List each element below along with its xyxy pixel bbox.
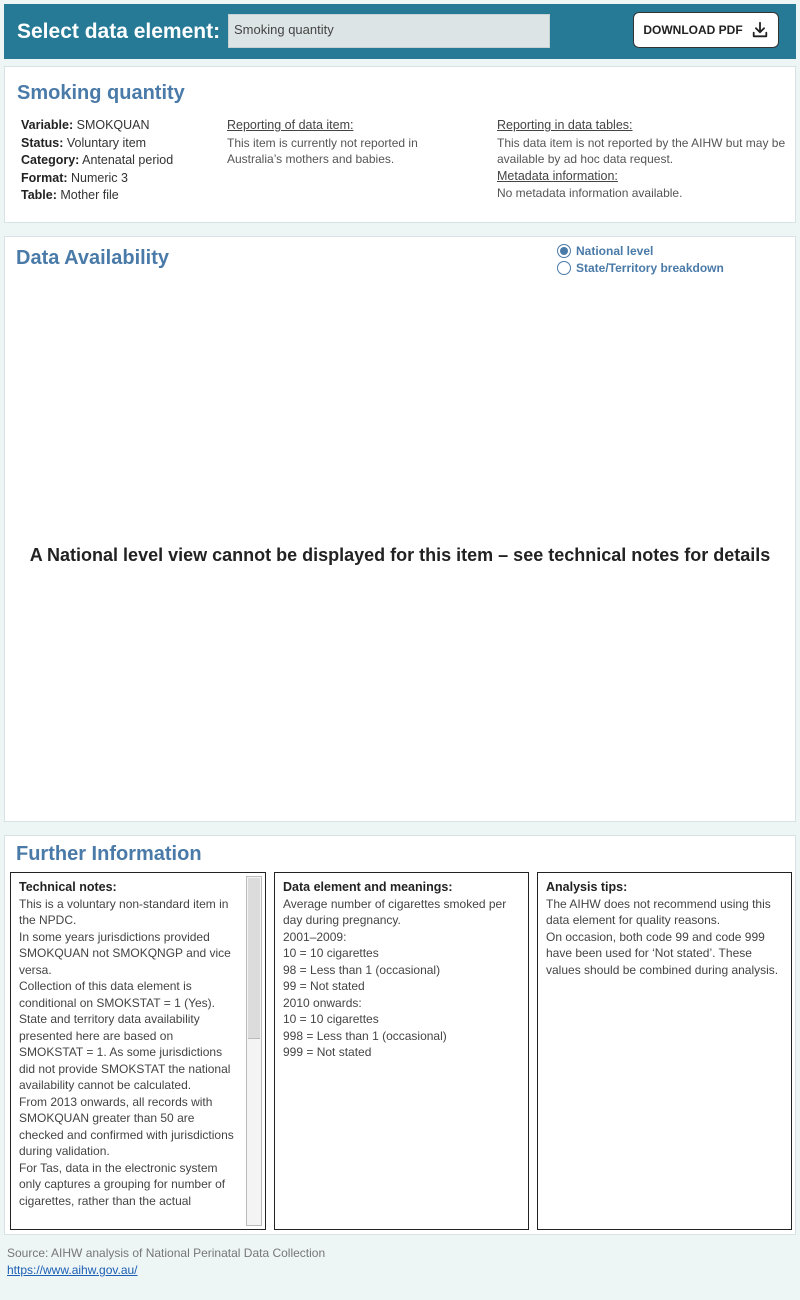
reporting-tables-text: This data item is not reported by the AIHW but may be available by ad hoc data request. — [497, 135, 786, 166]
download-pdf-button[interactable] — [633, 12, 779, 48]
aihw-link[interactable]: https://www.aihw.gov.au/ — [7, 1263, 138, 1277]
analysis-tips-title: Analysis tips: — [546, 880, 628, 894]
further-information-panel — [4, 835, 796, 1235]
data-meanings-box — [274, 872, 529, 1230]
analysis-tip-line: On occasion, both code 99 and code 999 have been used for ‘Not stated’. These values should be combined during analysis. — [546, 929, 779, 977]
technical-note-line: This is a voluntary non-standard item in the NPDC. — [19, 896, 229, 927]
meaning-line: 98 = Less than 1 (occasional) — [283, 962, 441, 977]
analysis-tips-box — [537, 872, 792, 1230]
radio-selected-icon — [557, 244, 571, 258]
reporting-tables-heading: Reporting in data tables: — [497, 118, 633, 132]
view-level-radio-group — [557, 242, 724, 276]
download-icon — [751, 21, 769, 39]
source-note: Source: AIHW analysis of National Perinatal Data Collection — [7, 1246, 326, 1260]
data-availability-panel — [4, 236, 796, 822]
technical-note-line: For Tas, data in the electronic system only captures a grouping for number of cigarettes, rather than the actual — [19, 1160, 226, 1208]
table-row: Table: Mother file — [21, 188, 119, 202]
technical-note-line: In some years jurisdictions provided SMOKQUAN not SMOKQNGP and vice versa. — [19, 929, 231, 977]
technical-notes-box[interactable] — [10, 872, 266, 1230]
reporting-item-text: This item is currently not reported in Australia’s mothers and babies. — [227, 135, 418, 166]
reporting-item-heading: Reporting of data item: — [227, 118, 354, 132]
availability-title: Data Availability — [16, 247, 170, 269]
meanings-title: Data element and meanings: — [283, 880, 453, 894]
radio-national-label: National level — [576, 243, 654, 258]
availability-message: A National level view cannot be displayed for this item – see technical notes for details — [29, 545, 771, 565]
technical-note-line: Collection of this data element is conditional on SMOKSTAT = 1 (Yes). State and territory data availability presented here are based on SMOKSTAT = 1. As some jurisdictions did not provide SMOKSTAT the national availability cannot be calculated. — [19, 979, 231, 1092]
radio-state-label: State/Territory breakdown — [576, 260, 724, 275]
meaning-line: 998 = Less than 1 (occasional) — [283, 1028, 447, 1043]
reporting-item-section — [227, 117, 457, 168]
variable-row: Variable: SMOKQUAN — [21, 118, 150, 132]
meaning-line: 2010 onwards: — [283, 995, 362, 1010]
technical-note-line: From 2013 onwards, all records with SMOKQUAN greater than 50 are checked and confirmed with jurisdictions during validation. — [19, 1094, 234, 1158]
technical-notes-scrollbar[interactable] — [246, 876, 262, 1226]
format-row: Format: Numeric 3 — [21, 170, 128, 185]
category-row: Category: Antenatal period — [21, 153, 174, 167]
meaning-line: Average number of cigarettes smoked per day during pregnancy. — [283, 896, 507, 927]
meaning-line: 2001–2009: — [283, 929, 347, 944]
data-element-info-panel — [4, 66, 796, 223]
meaning-line: 10 = 10 cigarettes — [283, 1012, 379, 1026]
radio-unselected-icon — [557, 261, 571, 275]
header-bar — [4, 4, 796, 59]
data-element-select[interactable]: Smoking quantity — [228, 14, 550, 48]
select-label: Select data element: — [17, 20, 221, 43]
meaning-line: 10 = 10 cigarettes — [283, 946, 379, 960]
reporting-tables-section — [497, 117, 789, 202]
metadata-text: No metadata information available. — [497, 186, 683, 200]
metadata-heading: Metadata information: — [497, 168, 618, 183]
further-info-title: Further Information — [16, 843, 202, 865]
element-attributes — [21, 117, 173, 205]
radio-national-level[interactable] — [557, 242, 724, 259]
meaning-line: 99 = Not stated — [283, 979, 365, 993]
scrollbar-thumb[interactable] — [248, 878, 260, 1039]
element-title: Smoking quantity — [17, 82, 185, 104]
meaning-line: 999 = Not stated — [283, 1045, 372, 1059]
analysis-tip-line: The AIHW does not recommend using this data element for quality reasons. — [546, 896, 771, 927]
radio-state-breakdown[interactable] — [557, 259, 724, 276]
status-row: Status: Voluntary item — [21, 135, 147, 150]
technical-notes-title: Technical notes: — [19, 880, 117, 894]
download-pdf-label: DOWNLOAD PDF — [643, 23, 743, 37]
